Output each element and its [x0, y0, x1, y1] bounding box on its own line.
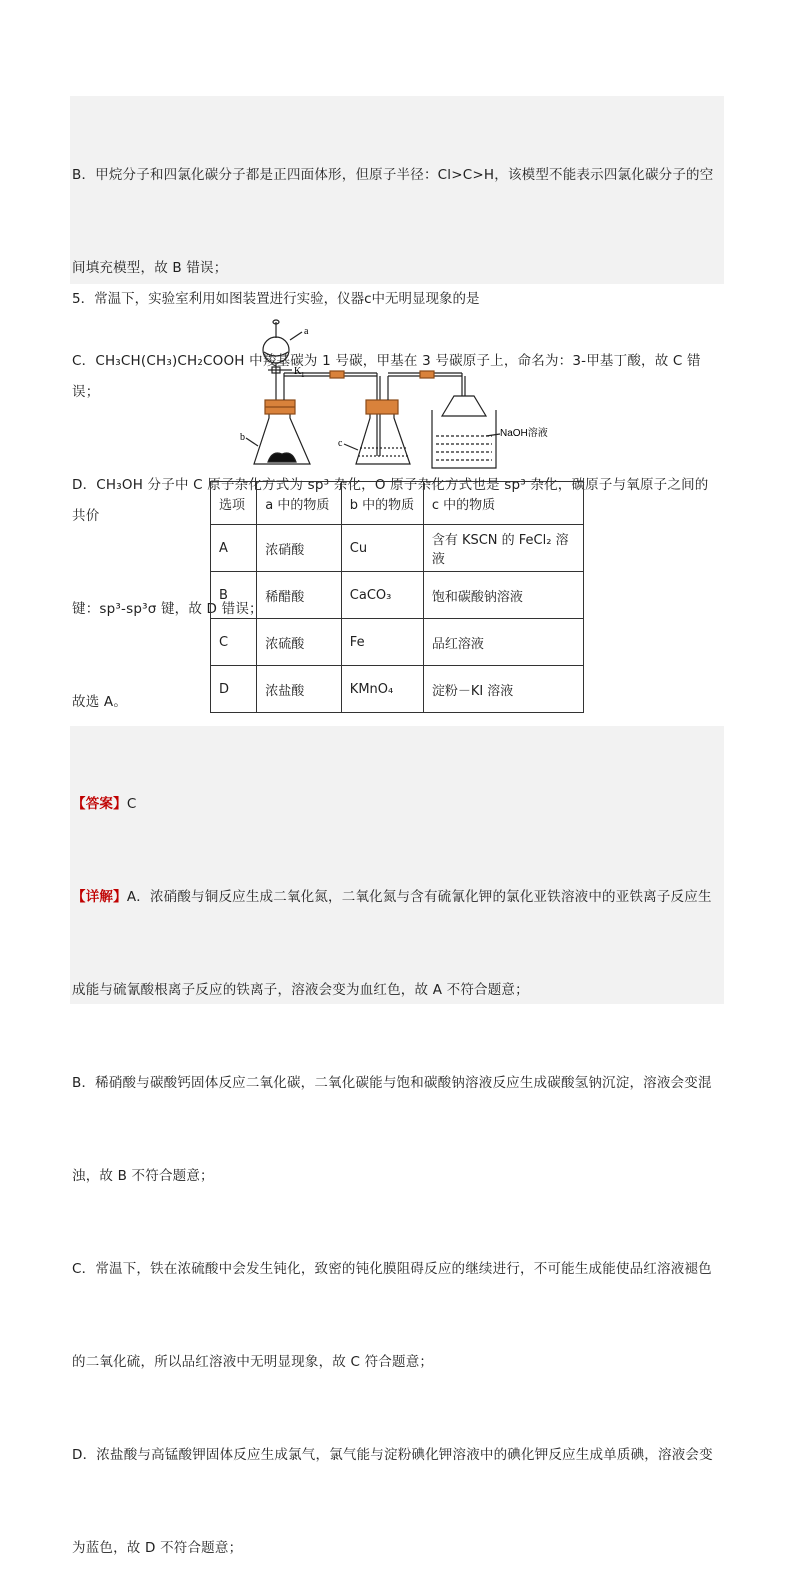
a-substance: 浓硝酸 — [257, 525, 342, 572]
explanation-line-a2: 成能与硫氰酸根离子反应的铁离子，溶液会变为血红色，故 A 不符合题意； — [72, 982, 529, 998]
b-substance: CaCO₃ — [341, 572, 423, 619]
header-option: 选项 — [211, 482, 257, 525]
header-c-substance: c 中的物质 — [423, 482, 583, 525]
label-a: a — [304, 326, 309, 337]
label-naoh: NaOH溶液 — [500, 428, 548, 439]
explanation-line-b2: 浊，故 B 不符合题意； — [72, 1168, 214, 1184]
label-b: b — [240, 432, 245, 443]
header-a-substance: a 中的物质 — [257, 482, 342, 525]
option-label: D — [211, 666, 257, 713]
options-table — [210, 481, 584, 713]
label-c: c — [338, 438, 343, 449]
c-substance: 淀粉－KI 溶液 — [423, 666, 583, 713]
label-k1: K — [294, 366, 302, 377]
option-label: C — [211, 619, 257, 666]
explanation-a1-text: A．浓硝酸与铜反应生成二氧化氮，二氧化氮与含有硫氰化钾的氯化亚铁溶液中的亚铁离子反应生 — [126, 889, 712, 905]
option-label: B — [211, 572, 257, 619]
explanation-line-d2: 为蓝色，故 D 不符合题意； — [72, 1540, 243, 1556]
label-k1-sub: 1 — [301, 371, 305, 379]
header-b-substance: b 中的物质 — [341, 482, 423, 525]
option-label: A — [211, 525, 257, 572]
solution-line-b2: 间填充模型，故 B 错误； — [72, 260, 228, 276]
a-substance: 浓硫酸 — [257, 619, 342, 666]
c-substance: 饱和碳酸钠溶液 — [423, 572, 583, 619]
b-substance: Cu — [341, 525, 423, 572]
b-substance: KMnO₄ — [341, 666, 423, 713]
explanation-tag: 【详解】 — [72, 889, 127, 905]
solution-line-c: C．CH₃CH(CH₃)CH₂COOH 中羧基碳为 1 号碳，甲基在 3 号碳原子上，命名为：3-甲基丁酸，故 C 错误； — [72, 353, 701, 400]
table-row — [211, 666, 584, 713]
table-header-row — [211, 482, 584, 525]
table-row — [211, 572, 584, 619]
answer-tag: 【答案】 — [72, 796, 127, 812]
a-substance: 稀醋酸 — [257, 572, 342, 619]
b-substance: Fe — [341, 619, 423, 666]
a-substance: 浓盐酸 — [257, 666, 342, 713]
solution-line-d2: 键：sp³-sp³σ 键，故 D 错误； — [72, 601, 263, 617]
explanation-line-c1: C．常温下，铁在浓硫酸中会发生钝化，致密的钝化膜阻碍反应的继续进行，不可能生成能使品红溶液褪色 — [72, 1261, 712, 1277]
explanation-line-b1: B．稀硝酸与碳酸钙固体反应二氧化碳，二氧化碳能与饱和碳酸钠溶液反应生成碳酸氢钠沉淀，溶液会变混 — [72, 1075, 712, 1091]
explanation-line-d1: D．浓盐酸与高锰酸钾固体反应生成氯气，氯气能与淀粉碘化钾溶液中的碘化钾反应生成单质碘，溶液会变 — [72, 1447, 713, 1463]
solution-conclusion: 故选 A。 — [72, 694, 128, 710]
answer-line — [72, 789, 722, 820]
table-row — [211, 619, 584, 666]
c-substance: 品红溶液 — [423, 619, 583, 666]
explanation-line-c2: 的二氧化硫，所以品红溶液中无明显现象，故 C 符合题意； — [72, 1354, 434, 1370]
table-row — [211, 525, 584, 572]
solution-line-b1: B．甲烷分子和四氯化碳分子都是正四面体形，但原子半径：Cl>C>H，该模型不能表示四氯化碳分子的空 — [72, 167, 714, 183]
solution-line-d1: D．CH₃OH 分子中 C 原子杂化方式为 sp³ 杂化，O 原子杂化方式也是 sp³ 杂化，碳原子与氧原子之间的共价 — [72, 477, 709, 524]
answer-text — [72, 727, 722, 1595]
apparatus-diagram — [232, 318, 552, 478]
question-text: 5．常温下，实验室利用如图装置进行实验，仪器c中无明显现象的是 — [72, 291, 480, 307]
c-substance: 含有 KSCN 的 FeCl₂ 溶液 — [423, 525, 583, 572]
explanation-line-a1 — [72, 882, 722, 913]
answer-value: C — [126, 796, 137, 812]
